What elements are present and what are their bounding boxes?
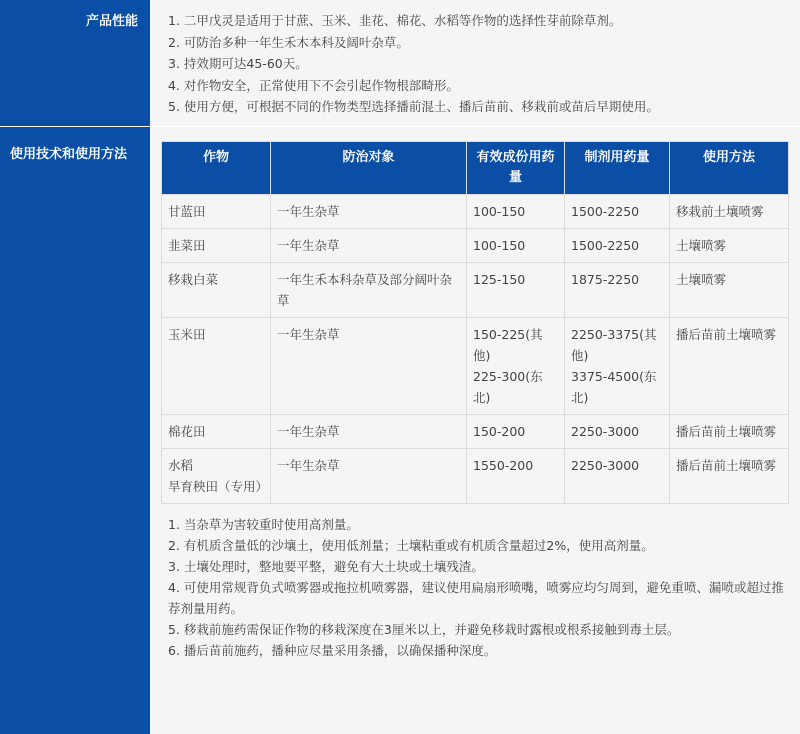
usage-label: 使用技术和使用方法 — [0, 127, 150, 734]
cell-crop — [162, 195, 271, 229]
performance-label: 产品性能 — [0, 0, 150, 126]
cell-method — [670, 449, 789, 504]
cell-target — [271, 263, 467, 318]
cell-active — [467, 229, 565, 263]
cell-text: 移栽前土壤喷雾 — [676, 204, 764, 219]
cell-formulation — [565, 229, 670, 263]
cell-method — [670, 229, 789, 263]
cell-crop — [162, 229, 271, 263]
header-formulation-dosage: 制剂用药量 — [565, 142, 670, 195]
cell-crop — [162, 318, 271, 415]
cell-text: 150-225(其他) — [473, 327, 543, 363]
cell-formulation — [565, 415, 670, 449]
header-active-dosage: 有效成份用药量 — [467, 142, 565, 195]
cell-crop — [162, 263, 271, 318]
cell-method — [670, 318, 789, 415]
cell-active — [467, 318, 565, 415]
cell-formulation — [565, 195, 670, 229]
note-item: 6. 播后苗前施药，播种应尽量采用条播，以确保播种深度。 — [168, 643, 497, 658]
cell-formulation — [565, 318, 670, 415]
cell-text: 1500-2250 — [571, 204, 640, 219]
note-item: 4. 可使用常规背负式喷雾器或拖拉机喷雾器，建议使用扁扇形喷嘴，喷雾应均匀周到，避免重喷、漏喷或超过推荐剂量用药。 — [168, 580, 784, 616]
note-item: 5. 移栽前施药需保证作物的移栽深度在3厘米以上，并避免移栽时露根或根系接触到毒土层。 — [168, 622, 680, 637]
performance-list — [150, 0, 800, 118]
table-row — [162, 229, 789, 263]
cell-text: 1550-200 — [473, 458, 534, 473]
header-crop: 作物 — [162, 142, 271, 195]
table-row — [162, 449, 789, 504]
cell-method — [670, 263, 789, 318]
cell-text: 播后苗前土壤喷雾 — [676, 424, 777, 439]
cell-text: 100-150 — [473, 238, 526, 253]
cell-crop — [162, 449, 271, 504]
cell-text: 一年生禾本科杂草及部分阔叶杂草 — [277, 272, 453, 308]
cell-text: 3375-4500(东北) — [571, 369, 657, 405]
cell-active — [467, 449, 565, 504]
cell-text: 播后苗前土壤喷雾 — [676, 327, 777, 342]
usage-content — [150, 127, 800, 734]
cell-text: 韭菜田 — [168, 238, 206, 253]
cell-text: 一年生杂草 — [277, 458, 340, 473]
header-method: 使用方法 — [670, 142, 789, 195]
cell-target — [271, 415, 467, 449]
table-row — [162, 195, 789, 229]
cell-text: 1875-2250 — [571, 272, 640, 287]
cell-text: 2250-3000 — [571, 424, 640, 439]
cell-crop — [162, 415, 271, 449]
note-item: 1. 当杂草为害较重时使用高剂量。 — [168, 517, 359, 532]
cell-text: 土壤喷雾 — [676, 238, 727, 253]
note-item: 3. 土壤处理时，整地要平整，避免有大土块或土壤残渣。 — [168, 559, 484, 574]
cell-text: 225-300(东北) — [473, 369, 543, 405]
performance-item: 4. 对作物安全，正常使用下不会引起作物根部畸形。 — [168, 77, 459, 93]
cell-target — [271, 229, 467, 263]
cell-text: 水稻 — [168, 458, 194, 473]
performance-content — [150, 0, 800, 126]
cell-text: 一年生杂草 — [277, 204, 340, 219]
cell-text: 旱育秧田（专用） — [168, 479, 269, 494]
table-header-row — [162, 142, 789, 195]
cell-text: 甘蓝田 — [168, 204, 206, 219]
cell-method — [670, 195, 789, 229]
cell-text: 棉花田 — [168, 424, 206, 439]
cell-active — [467, 263, 565, 318]
cell-active — [467, 195, 565, 229]
note-item: 2. 有机质含量低的沙壤土，使用低剂量；土壤粘重或有机质含量超过2%，使用高剂量。 — [168, 538, 654, 553]
cell-text: 土壤喷雾 — [676, 272, 727, 287]
usage-section — [0, 127, 800, 734]
cell-text: 2250-3000 — [571, 458, 640, 473]
cell-text: 1500-2250 — [571, 238, 640, 253]
cell-text: 玉米田 — [168, 327, 206, 342]
performance-item: 1. 二甲戊灵是适用于甘蔗、玉米、韭花、棉花、水稻等作物的选择性芽前除草剂。 — [168, 13, 622, 28]
notes-list — [150, 504, 800, 661]
cell-text: 一年生杂草 — [277, 424, 340, 439]
performance-item: 3. 持效期可达45-60天。 — [168, 56, 308, 71]
cell-text: 一年生杂草 — [277, 327, 340, 342]
cell-text: 150-200 — [473, 424, 526, 439]
cell-target — [271, 449, 467, 504]
table-body — [162, 195, 789, 504]
table-row — [162, 415, 789, 449]
cell-target — [271, 318, 467, 415]
cell-formulation — [565, 263, 670, 318]
cell-method — [670, 415, 789, 449]
cell-text: 移栽白菜 — [168, 272, 219, 287]
cell-text: 100-150 — [473, 204, 526, 219]
cell-text: 125-150 — [473, 272, 526, 287]
table-row — [162, 318, 789, 415]
dosage-table — [161, 141, 789, 504]
header-target: 防治对象 — [271, 142, 467, 195]
performance-item: 5. 使用方便，可根据不同的作物类型选择播前混土、播后苗前、移栽前或苗后早期使用。 — [168, 99, 659, 114]
cell-target — [271, 195, 467, 229]
cell-text: 播后苗前土壤喷雾 — [676, 458, 777, 473]
performance-item: 2. 可防治多种一年生禾木本科及阔叶杂草。 — [168, 34, 409, 50]
cell-formulation — [565, 449, 670, 504]
performance-section — [0, 0, 800, 127]
cell-text: 2250-3375(其他) — [571, 327, 657, 363]
cell-active — [467, 415, 565, 449]
table-row — [162, 263, 789, 318]
cell-text: 一年生杂草 — [277, 238, 340, 253]
